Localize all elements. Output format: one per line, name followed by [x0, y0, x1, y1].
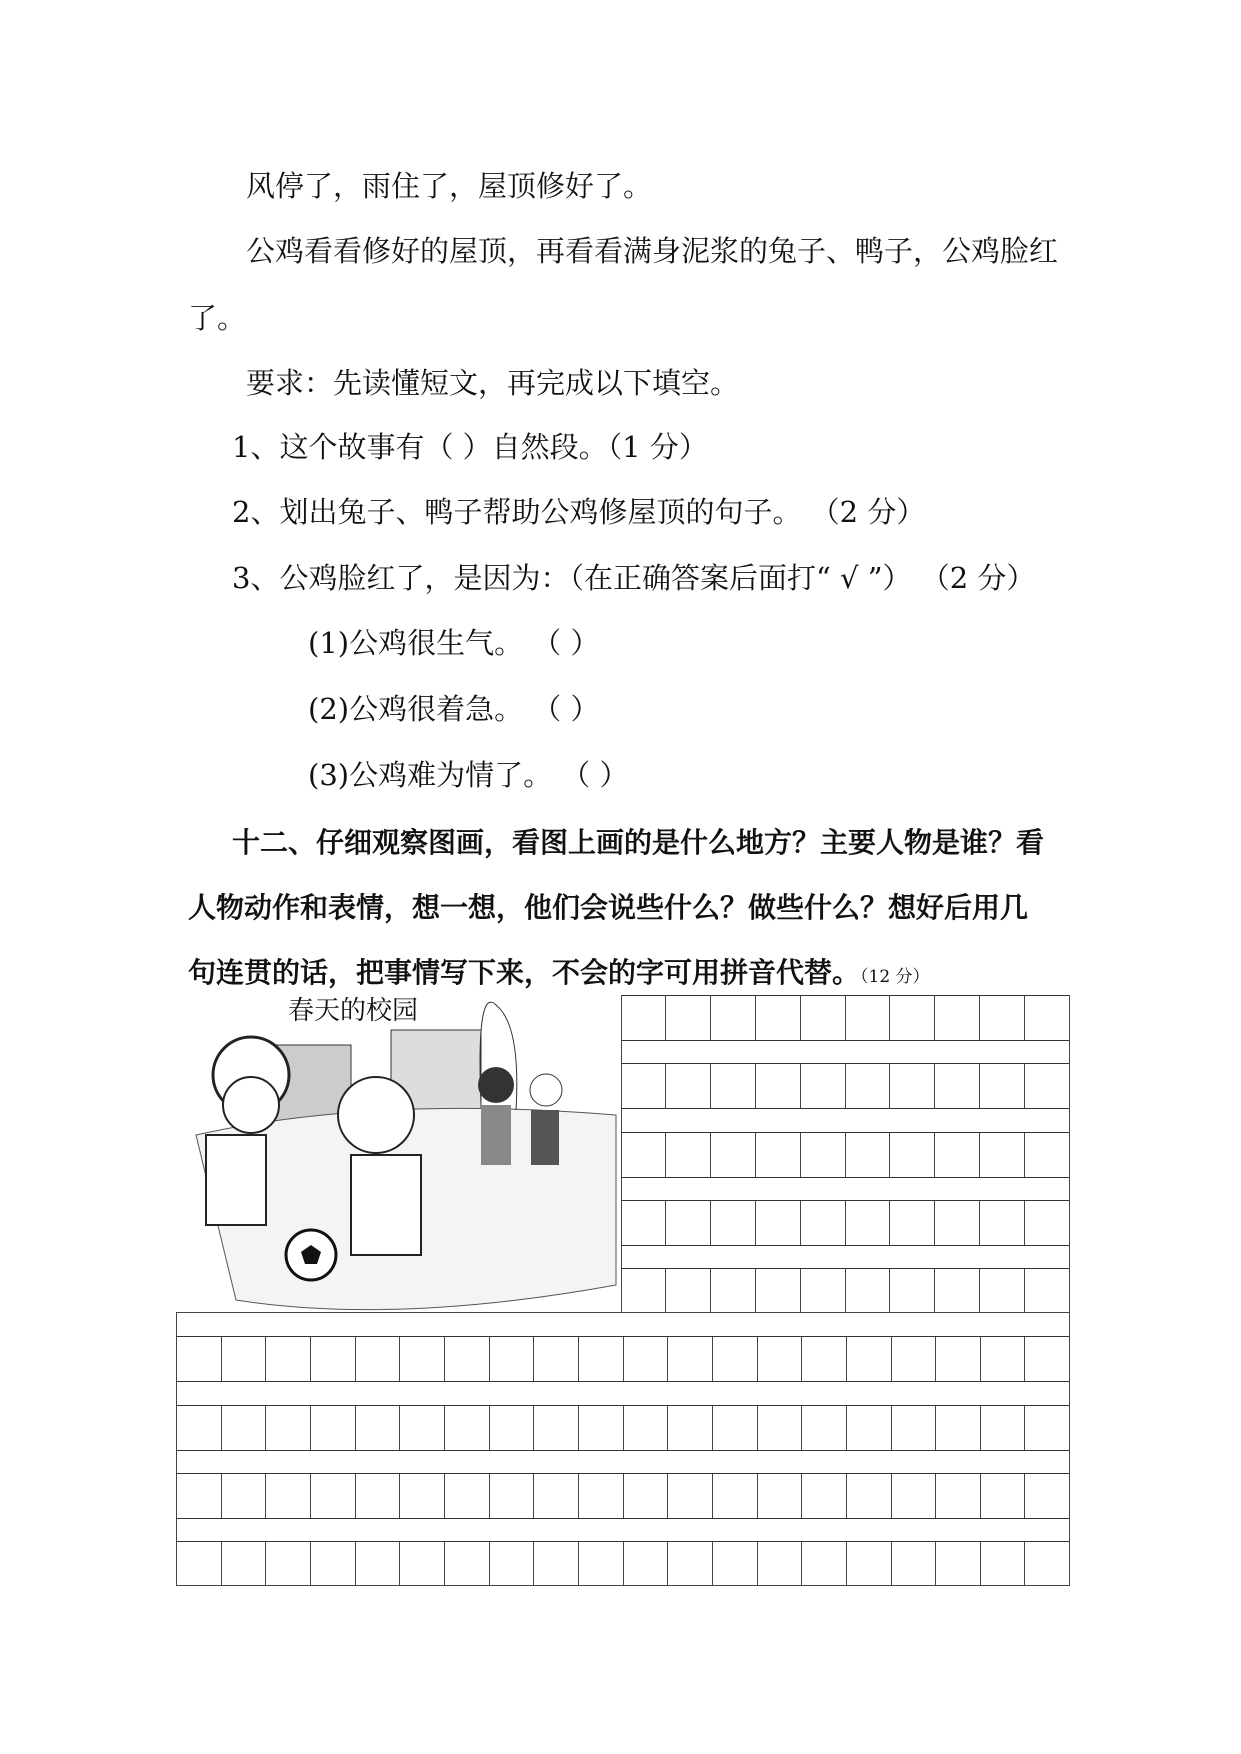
grid-cell[interactable] — [624, 1474, 669, 1518]
grid-cell[interactable] — [981, 1542, 1026, 1585]
grid-cell[interactable] — [621, 1201, 666, 1245]
grid-cell[interactable] — [756, 996, 801, 1040]
grid-cell[interactable] — [222, 1337, 267, 1381]
grid-cell[interactable] — [400, 1406, 445, 1450]
grid-cell[interactable] — [981, 1406, 1026, 1450]
grid-cell[interactable] — [621, 996, 666, 1040]
grid-cell[interactable] — [936, 1542, 981, 1585]
question-1: 1、这个故事有（ ）自然段。（1 分） — [232, 430, 708, 464]
grid-cell[interactable] — [936, 1406, 981, 1450]
grid-cell[interactable] — [668, 1474, 713, 1518]
grid-row[interactable] — [621, 1200, 1069, 1246]
grid-cell[interactable] — [624, 1542, 669, 1585]
grid-cell[interactable] — [892, 1542, 937, 1585]
girl-icon — [478, 1067, 514, 1103]
question-2: 2、划出兔子、鸭子帮助公鸡修屋顶的句子。 （2 分） — [232, 495, 926, 529]
grid-cell[interactable] — [666, 1064, 711, 1108]
grid-cell[interactable] — [847, 1542, 892, 1585]
grid-cell[interactable] — [980, 996, 1025, 1040]
grid-cell[interactable] — [801, 996, 846, 1040]
grid-cell[interactable] — [847, 1406, 892, 1450]
grid-cell[interactable] — [356, 1406, 401, 1450]
grid-cell[interactable] — [579, 1406, 624, 1450]
grid-cell[interactable] — [490, 1406, 535, 1450]
grid-cell[interactable] — [980, 1064, 1025, 1108]
grid-cell[interactable] — [935, 996, 980, 1040]
grid-cell[interactable] — [1025, 996, 1069, 1040]
grid-cell[interactable] — [713, 1542, 758, 1585]
grid-cell[interactable] — [756, 1201, 801, 1245]
grid-cell[interactable] — [1025, 1133, 1069, 1177]
grid-cell[interactable] — [579, 1542, 624, 1585]
grid-cell[interactable] — [713, 1406, 758, 1450]
grid-cell[interactable] — [801, 1064, 846, 1108]
grid-cell[interactable] — [1025, 1474, 1069, 1518]
writing-grid-right[interactable] — [621, 995, 1070, 1313]
grid-cell[interactable] — [890, 1201, 935, 1245]
grid-cell[interactable] — [846, 1133, 891, 1177]
grid-cell[interactable] — [490, 1337, 535, 1381]
grid-cell[interactable] — [981, 1474, 1026, 1518]
grid-cell[interactable] — [802, 1474, 847, 1518]
grid-cell[interactable] — [711, 1269, 756, 1313]
grid-cell[interactable] — [758, 1337, 803, 1381]
grid-cell[interactable] — [400, 1474, 445, 1518]
grid-cell[interactable] — [936, 1337, 981, 1381]
grid-cell[interactable] — [534, 1474, 579, 1518]
grid-cell[interactable] — [311, 1337, 356, 1381]
grid-cell[interactable] — [756, 1064, 801, 1108]
grid-cell[interactable] — [936, 1474, 981, 1518]
requirement-text: 要求：先读懂短文，再完成以下填空。 — [246, 366, 740, 400]
picture-title: 春天的校园 — [288, 996, 419, 1026]
grid-cell[interactable] — [758, 1406, 803, 1450]
grid-cell[interactable] — [356, 1542, 401, 1585]
grid-cell[interactable] — [624, 1337, 669, 1381]
grid-cell[interactable] — [980, 1201, 1025, 1245]
grid-row[interactable] — [177, 1336, 1069, 1382]
grid-cell[interactable] — [579, 1337, 624, 1381]
grid-cell[interactable] — [756, 1269, 801, 1313]
grid-cell[interactable] — [177, 1474, 222, 1518]
grid-cell[interactable] — [890, 1064, 935, 1108]
story-line: 公鸡看看修好的屋顶，再看看满身泥浆的兔子、鸭子，公鸡脸红 — [246, 234, 1059, 268]
grid-cell[interactable] — [621, 1133, 666, 1177]
grid-cell[interactable] — [758, 1474, 803, 1518]
grid-cell[interactable] — [222, 1406, 267, 1450]
grid-cell[interactable] — [935, 1133, 980, 1177]
grid-cell[interactable] — [668, 1337, 713, 1381]
grid-cell[interactable] — [666, 996, 711, 1040]
grid-cell[interactable] — [579, 1474, 624, 1518]
grid-cell[interactable] — [445, 1337, 490, 1381]
grid-cell[interactable] — [356, 1474, 401, 1518]
grid-cell[interactable] — [802, 1406, 847, 1450]
grid-cell[interactable] — [177, 1337, 222, 1381]
grid-row[interactable] — [177, 1473, 1069, 1519]
grid-cell[interactable] — [534, 1542, 579, 1585]
story-line: 了。 — [188, 301, 247, 335]
grid-cell[interactable] — [802, 1542, 847, 1585]
grid-cell[interactable] — [890, 1133, 935, 1177]
grid-cell[interactable] — [445, 1406, 490, 1450]
section-12-line: 句连贯的话，把事情写下来，不会的字可用拼音代替。 — [188, 956, 861, 989]
grid-cell[interactable] — [801, 1269, 846, 1313]
grid-cell[interactable] — [758, 1542, 803, 1585]
grid-cell[interactable] — [1025, 1406, 1069, 1450]
grid-cell[interactable] — [445, 1542, 490, 1585]
grid-cell[interactable] — [1025, 1201, 1069, 1245]
grid-cell[interactable] — [222, 1542, 267, 1585]
grid-cell[interactable] — [847, 1337, 892, 1381]
grid-cell[interactable] — [892, 1406, 937, 1450]
grid-cell[interactable] — [1025, 1269, 1069, 1313]
grid-cell[interactable] — [846, 996, 891, 1040]
grid-cell[interactable] — [846, 1064, 891, 1108]
grid-cell[interactable] — [668, 1406, 713, 1450]
grid-row[interactable] — [621, 1132, 1069, 1178]
grid-cell[interactable] — [624, 1406, 669, 1450]
grid-cell[interactable] — [935, 1064, 980, 1108]
grid-cell[interactable] — [801, 1133, 846, 1177]
grid-cell[interactable] — [666, 1201, 711, 1245]
spring-campus-illustration — [176, 985, 621, 1312]
grid-cell[interactable] — [711, 996, 756, 1040]
grid-cell[interactable] — [266, 1337, 311, 1381]
grid-cell[interactable] — [892, 1474, 937, 1518]
girl-icon — [530, 1074, 562, 1106]
grid-cell[interactable] — [801, 1201, 846, 1245]
question-3: 3、公鸡脸红了，是因为：（在正确答案后面打“ √ ”） （2 分） — [232, 561, 1036, 595]
grid-cell[interactable] — [846, 1269, 891, 1313]
section-12-score: （12 分） — [860, 967, 930, 987]
grid-cell[interactable] — [756, 1133, 801, 1177]
grid-cell[interactable] — [356, 1337, 401, 1381]
grid-cell[interactable] — [1025, 1064, 1069, 1108]
grid-cell[interactable] — [666, 1269, 711, 1313]
grid-cell[interactable] — [892, 1337, 937, 1381]
grid-cell[interactable] — [222, 1474, 267, 1518]
grid-cell[interactable] — [534, 1337, 579, 1381]
section-12-text: 人物动作和表情，想一想，他们会说些什么？做些什么？想好后用几 — [188, 891, 1029, 924]
grid-cell[interactable] — [177, 1406, 222, 1450]
grid-row[interactable] — [177, 1405, 1069, 1451]
boy-face-icon — [223, 1077, 279, 1133]
grid-cell[interactable] — [490, 1474, 535, 1518]
story-line: 风停了，雨住了，屋顶修好了。 — [246, 169, 653, 203]
grid-cell[interactable] — [1025, 1542, 1069, 1585]
grid-cell[interactable] — [311, 1542, 356, 1585]
grid-cell[interactable] — [266, 1542, 311, 1585]
grid-row[interactable] — [621, 995, 1069, 1041]
grid-cell[interactable] — [713, 1474, 758, 1518]
grid-cell[interactable] — [935, 1201, 980, 1245]
grid-cell[interactable] — [534, 1406, 579, 1450]
grid-row[interactable] — [177, 1541, 1069, 1585]
grid-cell[interactable] — [400, 1337, 445, 1381]
option-1[interactable]: (1)公鸡很生气。 （ ） — [308, 626, 600, 660]
grid-cell[interactable] — [311, 1474, 356, 1518]
grid-cell[interactable] — [890, 1269, 935, 1313]
section-12-heading: 十二、仔细观察图画，看图上画的是什么地方？主要人物是谁？看 — [232, 826, 1045, 859]
grid-cell[interactable] — [266, 1406, 311, 1450]
grid-cell[interactable] — [711, 1133, 756, 1177]
option-3[interactable]: (3)公鸡难为情了。 （ ） — [308, 758, 629, 792]
grid-cell[interactable] — [621, 1064, 666, 1108]
option-2[interactable]: (2)公鸡很着急。 （ ） — [308, 692, 600, 726]
grid-cell[interactable] — [890, 996, 935, 1040]
grid-cell[interactable] — [980, 1269, 1025, 1313]
grid-cell[interactable] — [668, 1542, 713, 1585]
grid-cell[interactable] — [846, 1201, 891, 1245]
grid-cell[interactable] — [311, 1406, 356, 1450]
grid-cell[interactable] — [847, 1474, 892, 1518]
grid-cell[interactable] — [177, 1542, 222, 1585]
grid-cell[interactable] — [713, 1337, 758, 1381]
grid-cell[interactable] — [981, 1337, 1026, 1381]
boy-face-icon — [338, 1077, 414, 1153]
grid-cell[interactable] — [1025, 1337, 1069, 1381]
grid-row[interactable] — [621, 1063, 1069, 1109]
grid-cell[interactable] — [445, 1474, 490, 1518]
grid-cell[interactable] — [980, 1133, 1025, 1177]
grid-cell[interactable] — [266, 1474, 311, 1518]
grid-cell[interactable] — [935, 1269, 980, 1313]
grid-cell[interactable] — [621, 1269, 666, 1313]
grid-cell[interactable] — [711, 1201, 756, 1245]
grid-cell[interactable] — [490, 1542, 535, 1585]
grid-row[interactable] — [621, 1268, 1069, 1313]
writing-grid-bottom[interactable] — [176, 1312, 1070, 1586]
grid-cell[interactable] — [711, 1064, 756, 1108]
grid-cell[interactable] — [400, 1542, 445, 1585]
grid-cell[interactable] — [666, 1133, 711, 1177]
grid-cell[interactable] — [802, 1337, 847, 1381]
